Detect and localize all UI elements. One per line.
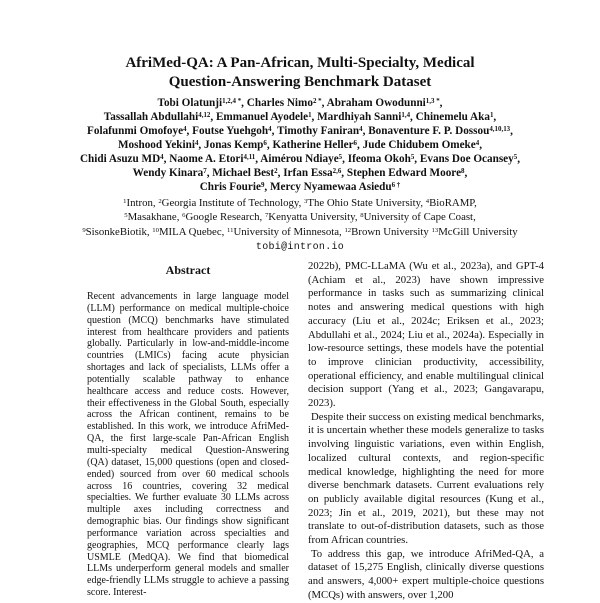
author-superscript: 4,10,13 bbox=[489, 124, 511, 133]
author-name: Abraham Owodunni bbox=[326, 97, 426, 109]
affiliation-name: Google Research bbox=[185, 211, 260, 224]
affiliation-name: SisonkeBiotik bbox=[85, 225, 147, 238]
affiliation-superscript: 13 bbox=[431, 226, 439, 234]
author-superscript: 6 bbox=[353, 138, 358, 147]
affiliation-line: $^9$SisonkeBiotik, $^{10}$MILA Quebec, $^{11}$University of Minnesota, $^{12}$Brown University $^{13}$McGill University bbox=[82, 225, 518, 238]
author-name: Emmanuel Ayodele bbox=[215, 111, 309, 123]
author-superscript: 9 bbox=[260, 180, 265, 189]
abstract-text: Recent advancements in large language model (LLM) performance on medical multiple-choice question (MCQ) benchmarks have stimulated interest from healthcare providers and patients globally. Particularly in low-and-middle-income countries (LMICs) facing acute physician shortages and lack of specialists, LLMs offer a potentially scalable pathway to enhance healthcare access and reduce costs. However, their effectiveness in the Global South, especially across the African continent, remains to be established. In this work, we introduce AfriMed-QA, the first large-scale Pan-African English multi-specialty medical Question-Answering (QA) dataset, 15,000 questions (open and closed-ended) sourced from over 60 medical schools across 16 countries, covering 32 medical specialties. We further evaluate 30 LLMs across multiple axes including correctness and demographic bias. Our findings show significant performance variation across specialties and geographies, MCQ performance clearly lags USMLE (MedQA). We find that biomedical LLMs underperform general models and smaller edge-friendly LLMs struggle to achieve a passing score. Interest- bbox=[87, 291, 289, 599]
author-superscript: 4 bbox=[268, 124, 272, 133]
author-name: Michael Best bbox=[212, 167, 275, 179]
author-name: Jude Chidubem Omeke bbox=[362, 139, 476, 151]
header-block bbox=[0, 54, 600, 253]
affiliation-name: The Ohio State University bbox=[307, 197, 421, 209]
author-superscript: 1 bbox=[489, 110, 494, 119]
author-block bbox=[0, 96, 600, 194]
paper-title-line1: AfriMed-QA: A Pan-African, Multi-Specialty, Medical bbox=[125, 55, 475, 71]
intro-paragraph-3: To address this gap, we introduce AfriMed-QA, a dataset of 15,275 English, clinically diverse questions and answers, 4,000+ expert multiple-choice questions (MCQs) with answers, over 1,200 bbox=[308, 547, 544, 601]
affiliation-superscript: 6 bbox=[182, 212, 186, 220]
author-name: Evans Doe Ocansey bbox=[419, 153, 514, 165]
affiliation-superscript: 9 bbox=[82, 226, 86, 234]
author-name: Folafunmi Omofoye bbox=[87, 125, 184, 137]
author-name: Stephen Edward Moore bbox=[346, 167, 462, 179]
affiliation-superscript: 2 bbox=[158, 198, 162, 205]
affiliation-name: Brown University bbox=[351, 225, 429, 238]
affiliation-superscript: 10 bbox=[152, 226, 159, 234]
author-line: Folafunmi Omofoye$^4$, Foutse Yuehgoh$^4$, Timothy Faniran$^4$, Bonaventure F. P. Dossou$^{4,10,13}$, bbox=[87, 124, 513, 137]
affiliation-block bbox=[0, 196, 600, 239]
affiliation-superscript: 5 bbox=[124, 212, 128, 220]
affiliation-name: MILA Quebec bbox=[158, 225, 222, 238]
author-superscript: 2 bbox=[274, 166, 278, 175]
affiliation-superscript: 1 bbox=[123, 198, 127, 205]
author-name: Ifeoma Okoh bbox=[347, 153, 411, 165]
author-superscript: 4 bbox=[475, 138, 480, 147]
affiliation-superscript: 4 bbox=[425, 198, 430, 205]
author-superscript: 4 bbox=[359, 124, 363, 133]
affiliation-superscript: 7 bbox=[264, 212, 269, 220]
affiliation-superscript: 8 bbox=[360, 212, 364, 220]
affiliation-line: $^5$Masakhane, $^6$Google Research, $^7$Kenyatta University, $^8$University of Cape Coast, bbox=[124, 211, 476, 224]
author-email: tobi@intron.io bbox=[255, 241, 345, 253]
affiliation-name: Georgia Institute of Technology bbox=[161, 197, 299, 209]
affiliation-name: University of Minnesota bbox=[233, 225, 340, 238]
author-name: Mercy Nyamewaa Asiedu bbox=[270, 181, 392, 193]
author-superscript: 5 bbox=[338, 152, 343, 161]
affiliation-name: Masakhane bbox=[127, 211, 177, 224]
author-superscript: 5 bbox=[410, 152, 415, 161]
author-name: Wendy Kinara bbox=[132, 167, 204, 179]
affiliation-superscript: 12 bbox=[344, 226, 352, 234]
author-name: Mardhiyah Sanni bbox=[317, 111, 402, 123]
author-name: Naome A. Etori bbox=[169, 153, 244, 165]
author-name: Katherine Heller bbox=[272, 139, 354, 151]
author-superscript: 1,4 bbox=[401, 110, 411, 119]
intro-paragraph-1: 2022b), PMC-LLaMA (Wu et al., 2023a), and GPT-4 (Achiam et al., 2023) have shown impressive performance in tasks such as summarizing clinical notes and answering medical questions with high accuracy (Liu et al., 2024c; Eriksen et al., 2023; Abdullahi et al., 2024; Liu et al., 2024a). Especially in low-resource settings, these models have the potential to improve clinician productivity, accessibility, operational efficiency, and enable multilingual clinical decision support (Yang et al., 2023; Gangavarapu, 2023). bbox=[308, 260, 544, 410]
affiliation-name: McGill University bbox=[438, 225, 518, 238]
author-line: Chidi Asuzu $MD^4$, Naome A. Etori$^{4,11}$, Aimérou Ndiaye$^5$, Ifeoma Okoh$^5$, Evans Doe Ocansey$^5$, bbox=[79, 152, 521, 165]
author-superscript: 4,12 bbox=[198, 110, 211, 119]
author-name: Jonas Kemp bbox=[204, 139, 264, 151]
author-line: Tobi Olatunji$^{1,2,4 *}$, Charles Nimo$^{2 *}$, Abraham Owodunni$^{1,3 *}$, bbox=[157, 96, 443, 109]
affiliation-name: Kenyatta University bbox=[268, 211, 355, 224]
author-superscript: 1,3 * bbox=[425, 96, 440, 105]
affiliation-name: Intron bbox=[126, 197, 153, 209]
author-superscript: 6 † bbox=[391, 180, 401, 189]
paper-title-line2: Question-Answering Benchmark Dataset bbox=[168, 73, 432, 90]
author-line: Chris Fourie$^9$, Mercy Nyamewaa Asiedu$^{6 \dagger}$ bbox=[199, 180, 401, 193]
intro-paragraph-2: Despite their success on existing medical benchmarks, it is uncertain whether these models generalize to tasks involving linguistic variations, even within English, localized cultural contexts, and region-specific medical knowledge, highlighting the need for more diverse benchmark datasets. Current evaluations rely on publicly available digital resources (Kung et al., 2023; Jin et al., 2019, 2021), but these may not translate to out-of-distribution datasets, such as those from African countries. bbox=[308, 410, 544, 547]
author-name: Moshood Yekini bbox=[117, 139, 195, 151]
author-superscript: 8 bbox=[461, 166, 465, 175]
author-superscript: 6 bbox=[263, 138, 267, 147]
author-name: Aimérou Ndiaye bbox=[260, 153, 339, 165]
author-name: Foutse Yuehgoh bbox=[192, 125, 269, 137]
author-name: Tobi Olatunji bbox=[157, 97, 223, 109]
author-name: Charles Nimo bbox=[246, 97, 313, 109]
affiliation-superscript: 3 bbox=[304, 198, 308, 205]
author-name: Bonaventure F. P. Dossou bbox=[368, 125, 490, 137]
author-name: Timothy Faniran bbox=[276, 125, 360, 137]
author-superscript: 1 bbox=[308, 110, 312, 119]
author-name: Chinemelu Aka bbox=[415, 111, 490, 123]
abstract-section bbox=[87, 263, 289, 599]
abstract-heading: Abstract bbox=[165, 263, 211, 277]
author-superscript: 5 bbox=[513, 152, 518, 161]
author-line: Wendy Kinara$^7$, Michael Best$^2$, Irfan Essa$^{2,6}$, Stephen Edward Moore$^8$, bbox=[132, 166, 468, 179]
author-superscript: 4 bbox=[194, 138, 199, 147]
author-name: Tassallah Abdullahi bbox=[103, 111, 199, 123]
author-name: Irfan Essa bbox=[283, 167, 333, 179]
affiliation-name: BioRAMP bbox=[429, 197, 475, 209]
author-superscript: 4 bbox=[183, 124, 187, 133]
author-superscript: 2 * bbox=[312, 96, 322, 105]
author-superscript: 7 bbox=[203, 166, 207, 175]
author-line: Moshood Yekini$^4$, Jonas Kemp$^6$, Katherine Heller$^6$, Jude Chidubem Omeke$^4$, bbox=[117, 138, 483, 151]
affiliation-name: University of Cape Coast bbox=[363, 211, 474, 224]
author-superscript: 4 bbox=[160, 152, 164, 161]
introduction-column bbox=[308, 260, 544, 603]
author-name: Chidi Asuzu MD bbox=[79, 153, 161, 165]
affiliation-line: $^1$Intron, $^2$Georgia Institute of Technology, $^3$The Ohio State University, $^4$BioRAMP, bbox=[123, 197, 477, 209]
author-superscript: 4,11 bbox=[243, 152, 256, 161]
author-superscript: 1,2,4 * bbox=[222, 96, 242, 105]
author-line: Tassallah Abdullahi$^{4,12}$, Emmanuel Ayodele$^1$, Mardhiyah Sanni$^{1,4}$, Chinemelu Aka$^1$, bbox=[103, 110, 497, 123]
author-superscript: 2,6 bbox=[332, 166, 342, 175]
affiliation-superscript: 11 bbox=[227, 226, 234, 234]
author-name: Chris Fourie bbox=[199, 181, 261, 193]
